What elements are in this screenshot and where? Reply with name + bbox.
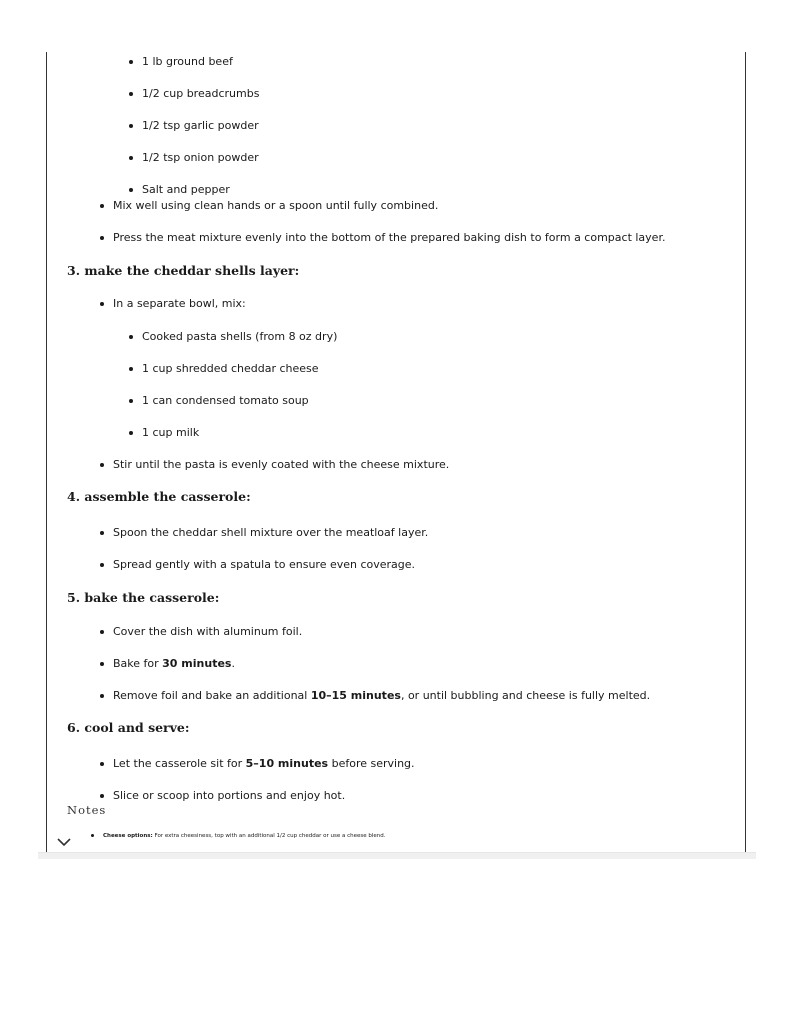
list-item: 1 cup shredded cheddar cheese bbox=[142, 362, 319, 375]
list-item: Cooked pasta shells (from 8 oz dry) bbox=[142, 330, 338, 343]
list-item: 1 cup milk bbox=[142, 426, 200, 439]
list-item: 1/2 tsp onion powder bbox=[142, 151, 259, 164]
list-item: 1 can condensed tomato soup bbox=[142, 394, 309, 407]
list-item: Slice or scoop into portions and enjoy hot. bbox=[113, 789, 346, 802]
list-item: Cover the dish with aluminum foil. bbox=[113, 625, 303, 638]
list-item: 1/2 tsp garlic powder bbox=[142, 119, 259, 132]
list-item: Let the casserole sit for 5–10 minutes before serving. bbox=[113, 757, 415, 770]
list-item: Bake for 30 minutes. bbox=[113, 657, 235, 670]
list-item: Mix well using clean hands or a spoon until fully combined. bbox=[113, 199, 439, 212]
list-item: 1/2 cup breadcrumbs bbox=[142, 87, 260, 100]
step-heading: 5. bake the casserole: bbox=[67, 590, 220, 605]
step-heading: 4. assemble the casserole: bbox=[67, 489, 251, 504]
chevron-down-icon[interactable] bbox=[56, 836, 72, 848]
content-frame-left-border bbox=[46, 52, 47, 852]
list-item: Spread gently with a spatula to ensure even coverage. bbox=[113, 558, 416, 571]
step-heading: 3. make the cheddar shells layer: bbox=[67, 263, 300, 278]
list-item: Stir until the pasta is evenly coated with the cheese mixture. bbox=[113, 458, 450, 471]
content-frame-right-border bbox=[745, 52, 746, 852]
list-item: Press the meat mixture evenly into the bottom of the prepared baking dish to form a compact layer. bbox=[113, 231, 666, 244]
notes-heading: Notes bbox=[67, 803, 107, 817]
note-item: Cheese options: For extra cheesiness, top with an additional 1/2 cup cheddar or use a cheese blend. bbox=[103, 833, 386, 839]
list-item: Salt and pepper bbox=[142, 183, 230, 196]
list-item: In a separate bowl, mix: bbox=[113, 297, 246, 310]
list-item: Spoon the cheddar shell mixture over the meatloaf layer. bbox=[113, 526, 429, 539]
collapse-bar bbox=[38, 852, 756, 859]
list-item: 1 lb ground beef bbox=[142, 55, 233, 68]
step-heading: 6. cool and serve: bbox=[67, 720, 190, 735]
list-item: Remove foil and bake an additional 10–15 minutes, or until bubbling and cheese is fully melted. bbox=[113, 689, 651, 702]
